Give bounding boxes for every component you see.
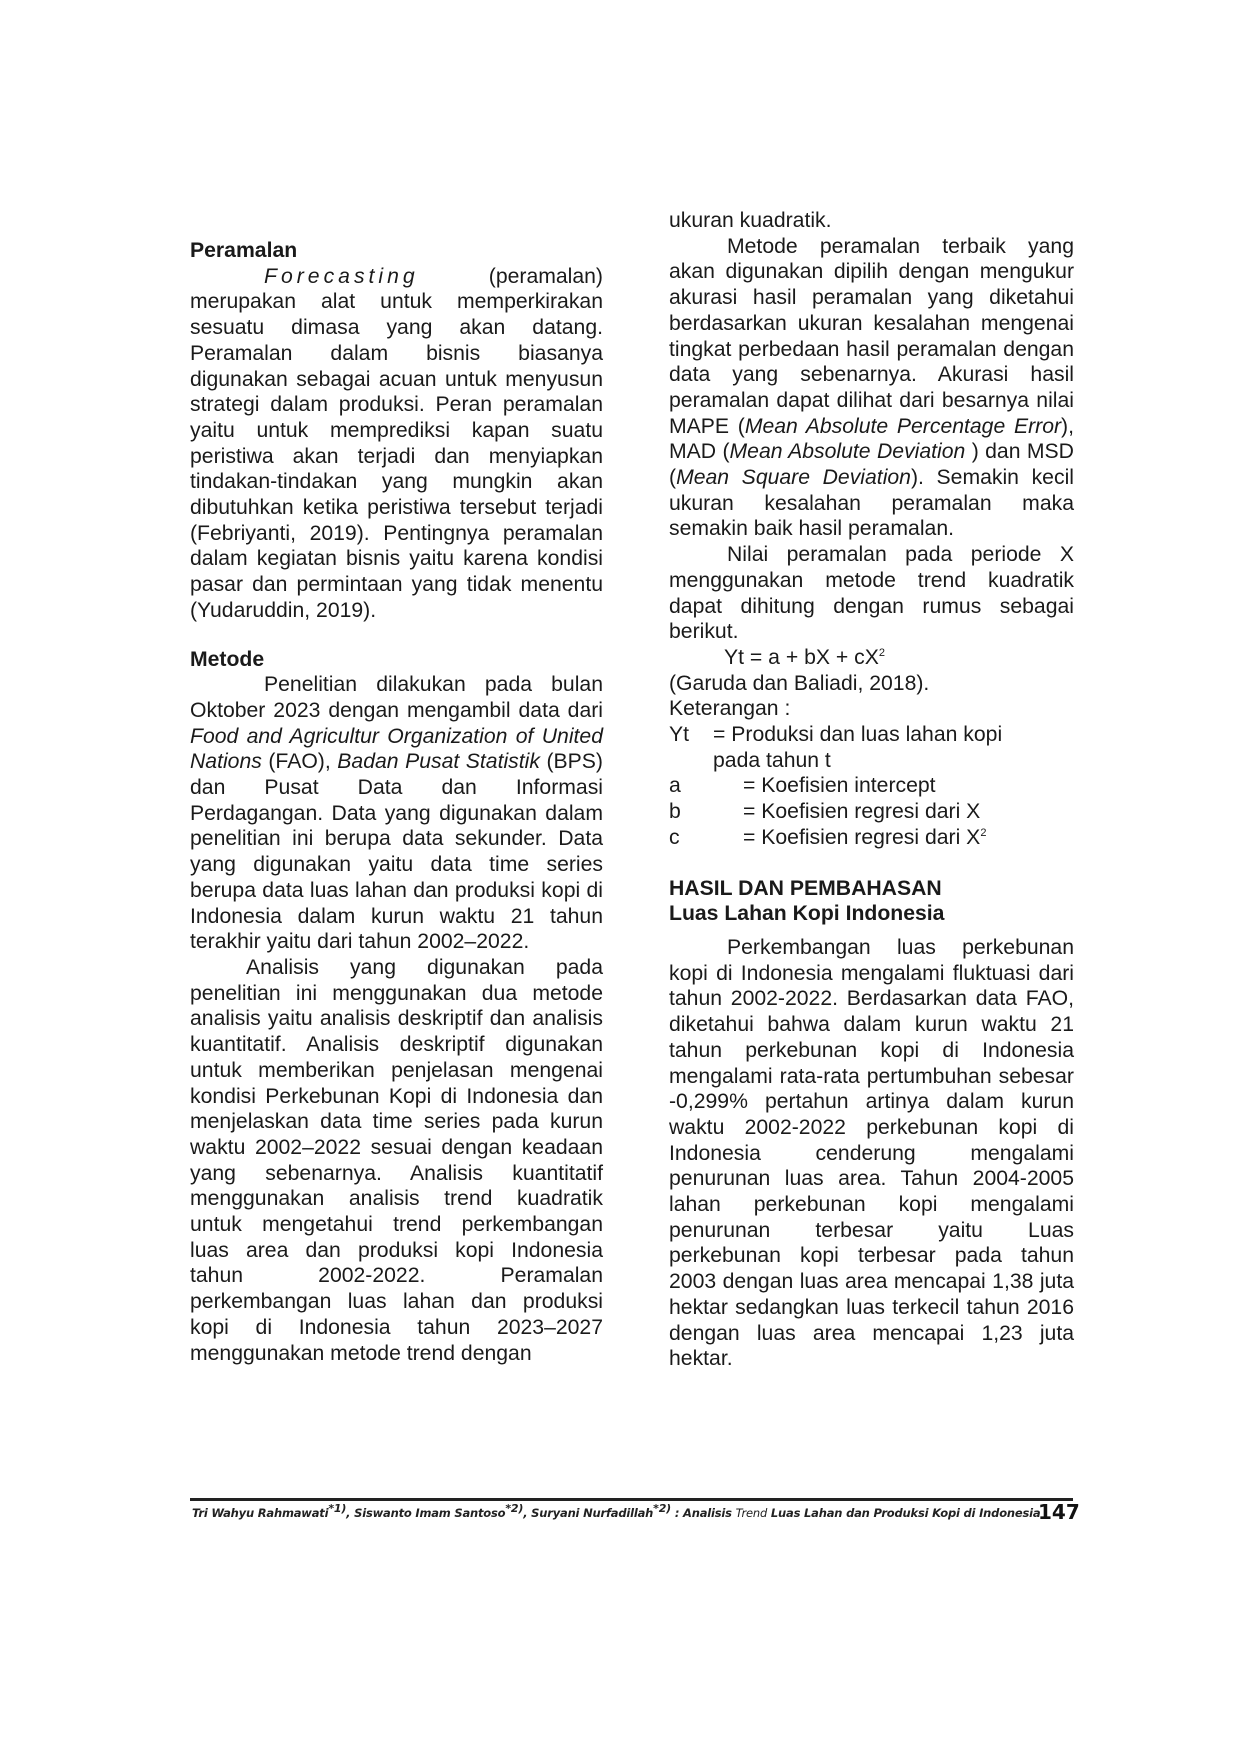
metode-text-b: (FAO),: [261, 750, 338, 774]
author-1: Tri Wahyu Rahmawati: [192, 1506, 329, 1520]
metode-paragraph-1: [190, 672, 603, 955]
mad-term: Mean Absolute Deviation: [729, 440, 966, 464]
hasil-heading: HASIL DAN PEMBAHASAN: [669, 876, 942, 900]
nilai-peramalan-paragraph: Nilai peramalan pada periode X menggunakan metode trend kuadratik dapat dihitung dengan rumus sebagai berikut.: [669, 543, 1074, 644]
legend-key: b: [669, 800, 681, 824]
p1-text-a: Metode peramalan terbaik yang akan digunakan dipilih dengan mengukur akurasi hasil peramalan yang diketahui berdasarkan ukuran kesalahan mengenai tingkat perbedaan hasil peramalan dengan data yang sebenarnya. Akurasi hasil peramalan dapat dilihat dari besarnya nilai MAPE (: [669, 234, 1074, 438]
article-title-a: : Analisis: [671, 1506, 736, 1520]
left-column: [190, 238, 603, 1366]
legend-key: a: [669, 774, 681, 798]
footer-rule: [190, 1498, 1073, 1501]
peramalan-paragraph: [190, 264, 603, 624]
p1-text-c: ) dan MSD (: [669, 440, 1074, 490]
author-3-mark: *2): [653, 1502, 672, 1516]
peramalan-heading: Peramalan: [190, 239, 298, 262]
p1-text-d: ). Semakin kecil ukuran kesalahan peramalan maka semakin baik hasil peramalan.: [669, 466, 1074, 541]
formula: [669, 645, 1074, 671]
peramalan-text: (peramalan) merupakan alat untuk memperkirakan sesuatu dimasa yang akan datang. Peramalan dalam bisnis biasanya digunakan sebagai acuan untuk menyusun strategi dalam produksi. Peran peramalan yaitu untuk memprediksi kapan suatu peristiwa akan terjadi dan menyiapkan tindakan-tindakan yang mungkin akan dibutuhkan ketika peristiwa tersebut terjadi (Febriyanti, 2019). Pentingnya peramalan dalam kegiatan bisnis yaitu karena kondisi pasar dan permintaan yang tidak menentu (Yudaruddin, 2019).: [190, 264, 603, 622]
metode-text-c: (BPS) dan Pusat Data dan Informasi Perdagangan. Data yang digunakan dalam penelitian ini berupa data sekunder. Data yang digunakan yaitu data time series berupa data luas lahan dan produksi kopi di Indonesia dalam kurun waktu 21 tahun terakhir yaitu dari tahun 2002–2022.: [190, 750, 603, 954]
msd-term: Mean Square Deviation: [676, 466, 911, 490]
right-column: [669, 208, 1074, 1372]
legend-value: = Produksi dan luas lahan kopi: [713, 723, 1003, 747]
legend-key: Yt: [669, 723, 690, 747]
metode-terbaik-paragraph: [669, 234, 1074, 542]
citation: (Garuda dan Baliadi, 2018).: [669, 671, 930, 695]
legend-row-yt: [669, 722, 1074, 748]
legend-value-text: = Koefisien regresi dari X: [743, 825, 981, 849]
metode-text-a: Penelitian dilakukan pada bulan Oktober 2023 dengan mengambil data dari: [190, 673, 603, 722]
legend-key: c: [669, 825, 680, 849]
formula-text: Yt = a + bX + cX: [724, 645, 879, 669]
legend-row-c: [669, 825, 1074, 851]
continued-line: ukuran kuadratik.: [669, 209, 832, 232]
author-3: , Suryani Nurfadillah: [523, 1506, 654, 1520]
formula-exponent: 2: [878, 646, 886, 659]
fao-name: Food and Agricultur Organization of United Nations: [190, 724, 603, 774]
running-footer: [192, 1502, 1041, 1520]
mape-term: Mean Absolute Percentage Error: [744, 414, 1062, 438]
legend-value: = Koefisien regresi dari X: [743, 800, 981, 824]
legend-continuation: pada tahun t: [713, 748, 831, 772]
author-1-mark: *1): [328, 1502, 347, 1516]
legend-exponent: 2: [980, 826, 987, 839]
author-2-mark: *2): [505, 1502, 524, 1516]
page-number: 147: [1038, 1500, 1080, 1524]
forecasting-term: Forecasting: [264, 264, 419, 288]
metode-paragraph-2: Analisis yang digunakan pada penelitian ini menggunakan dua metode analisis yaitu analisis deskriptif dan analisis kuantitatif. Analisis deskriptif digunakan untuk memberikan penjelasan mengenai kondisi Perkebunan Kopi di Indonesia dan menjelaskan data time series pada kurun waktu 2002–2022 sesuai dengan keadaan yang sebenarnya. Analisis kuantitatif menggunakan analisis trend kuadratik untuk mengetahui trend perkembangan luas area dan produksi kopi Indonesia tahun 2002-2022. Peramalan perkembangan luas lahan dan produksi kopi di Indonesia tahun 2023–2027 menggunakan metode trend dengan: [190, 955, 603, 1365]
legend-row-a: [669, 773, 1074, 799]
author-2: , Siswanto Imam Santoso: [346, 1506, 506, 1520]
legend-row-b: [669, 799, 1074, 825]
article-title-trend: Trend: [735, 1506, 768, 1520]
hasil-paragraph: Perkembangan luas perkebunan kopi di Indonesia mengalami fluktuasi dari tahun 2002-2022. Berdasarkan data FAO, diketahui bahwa dalam kurun waktu 21 tahun perkebunan kopi di Indonesia mengalami rata-rata pertumbuhan sebesar -0,299% pertahun artinya dalam kurun waktu 2002-2022 perkebunan kopi di Indonesia cenderung mengalami penurunan luas area. Tahun 2004-2005 lahan perkebunan kopi mengalami penurunan terbesar yaitu Luas perkebunan kopi terbesar pada tahun 2003 dengan luas area mencapai 1,38 juta hektar sedangkan luas terkecil tahun 2016 dengan luas area mencapai 1,23 juta hektar.: [669, 935, 1074, 1371]
legend-value: = Koefisien intercept: [743, 774, 936, 798]
bps-name: Badan Pusat Statistik: [337, 750, 540, 774]
article-title-b: Luas Lahan dan Produksi Kopi di Indonesia: [767, 1506, 1041, 1520]
keterangan-label: Keterangan :: [669, 697, 791, 721]
legend-value: [743, 825, 1074, 851]
luas-lahan-subheading: Luas Lahan Kopi Indonesia: [669, 902, 945, 926]
metode-heading: Metode: [190, 647, 265, 671]
p1-text-b: ), MAD (: [669, 414, 1074, 464]
